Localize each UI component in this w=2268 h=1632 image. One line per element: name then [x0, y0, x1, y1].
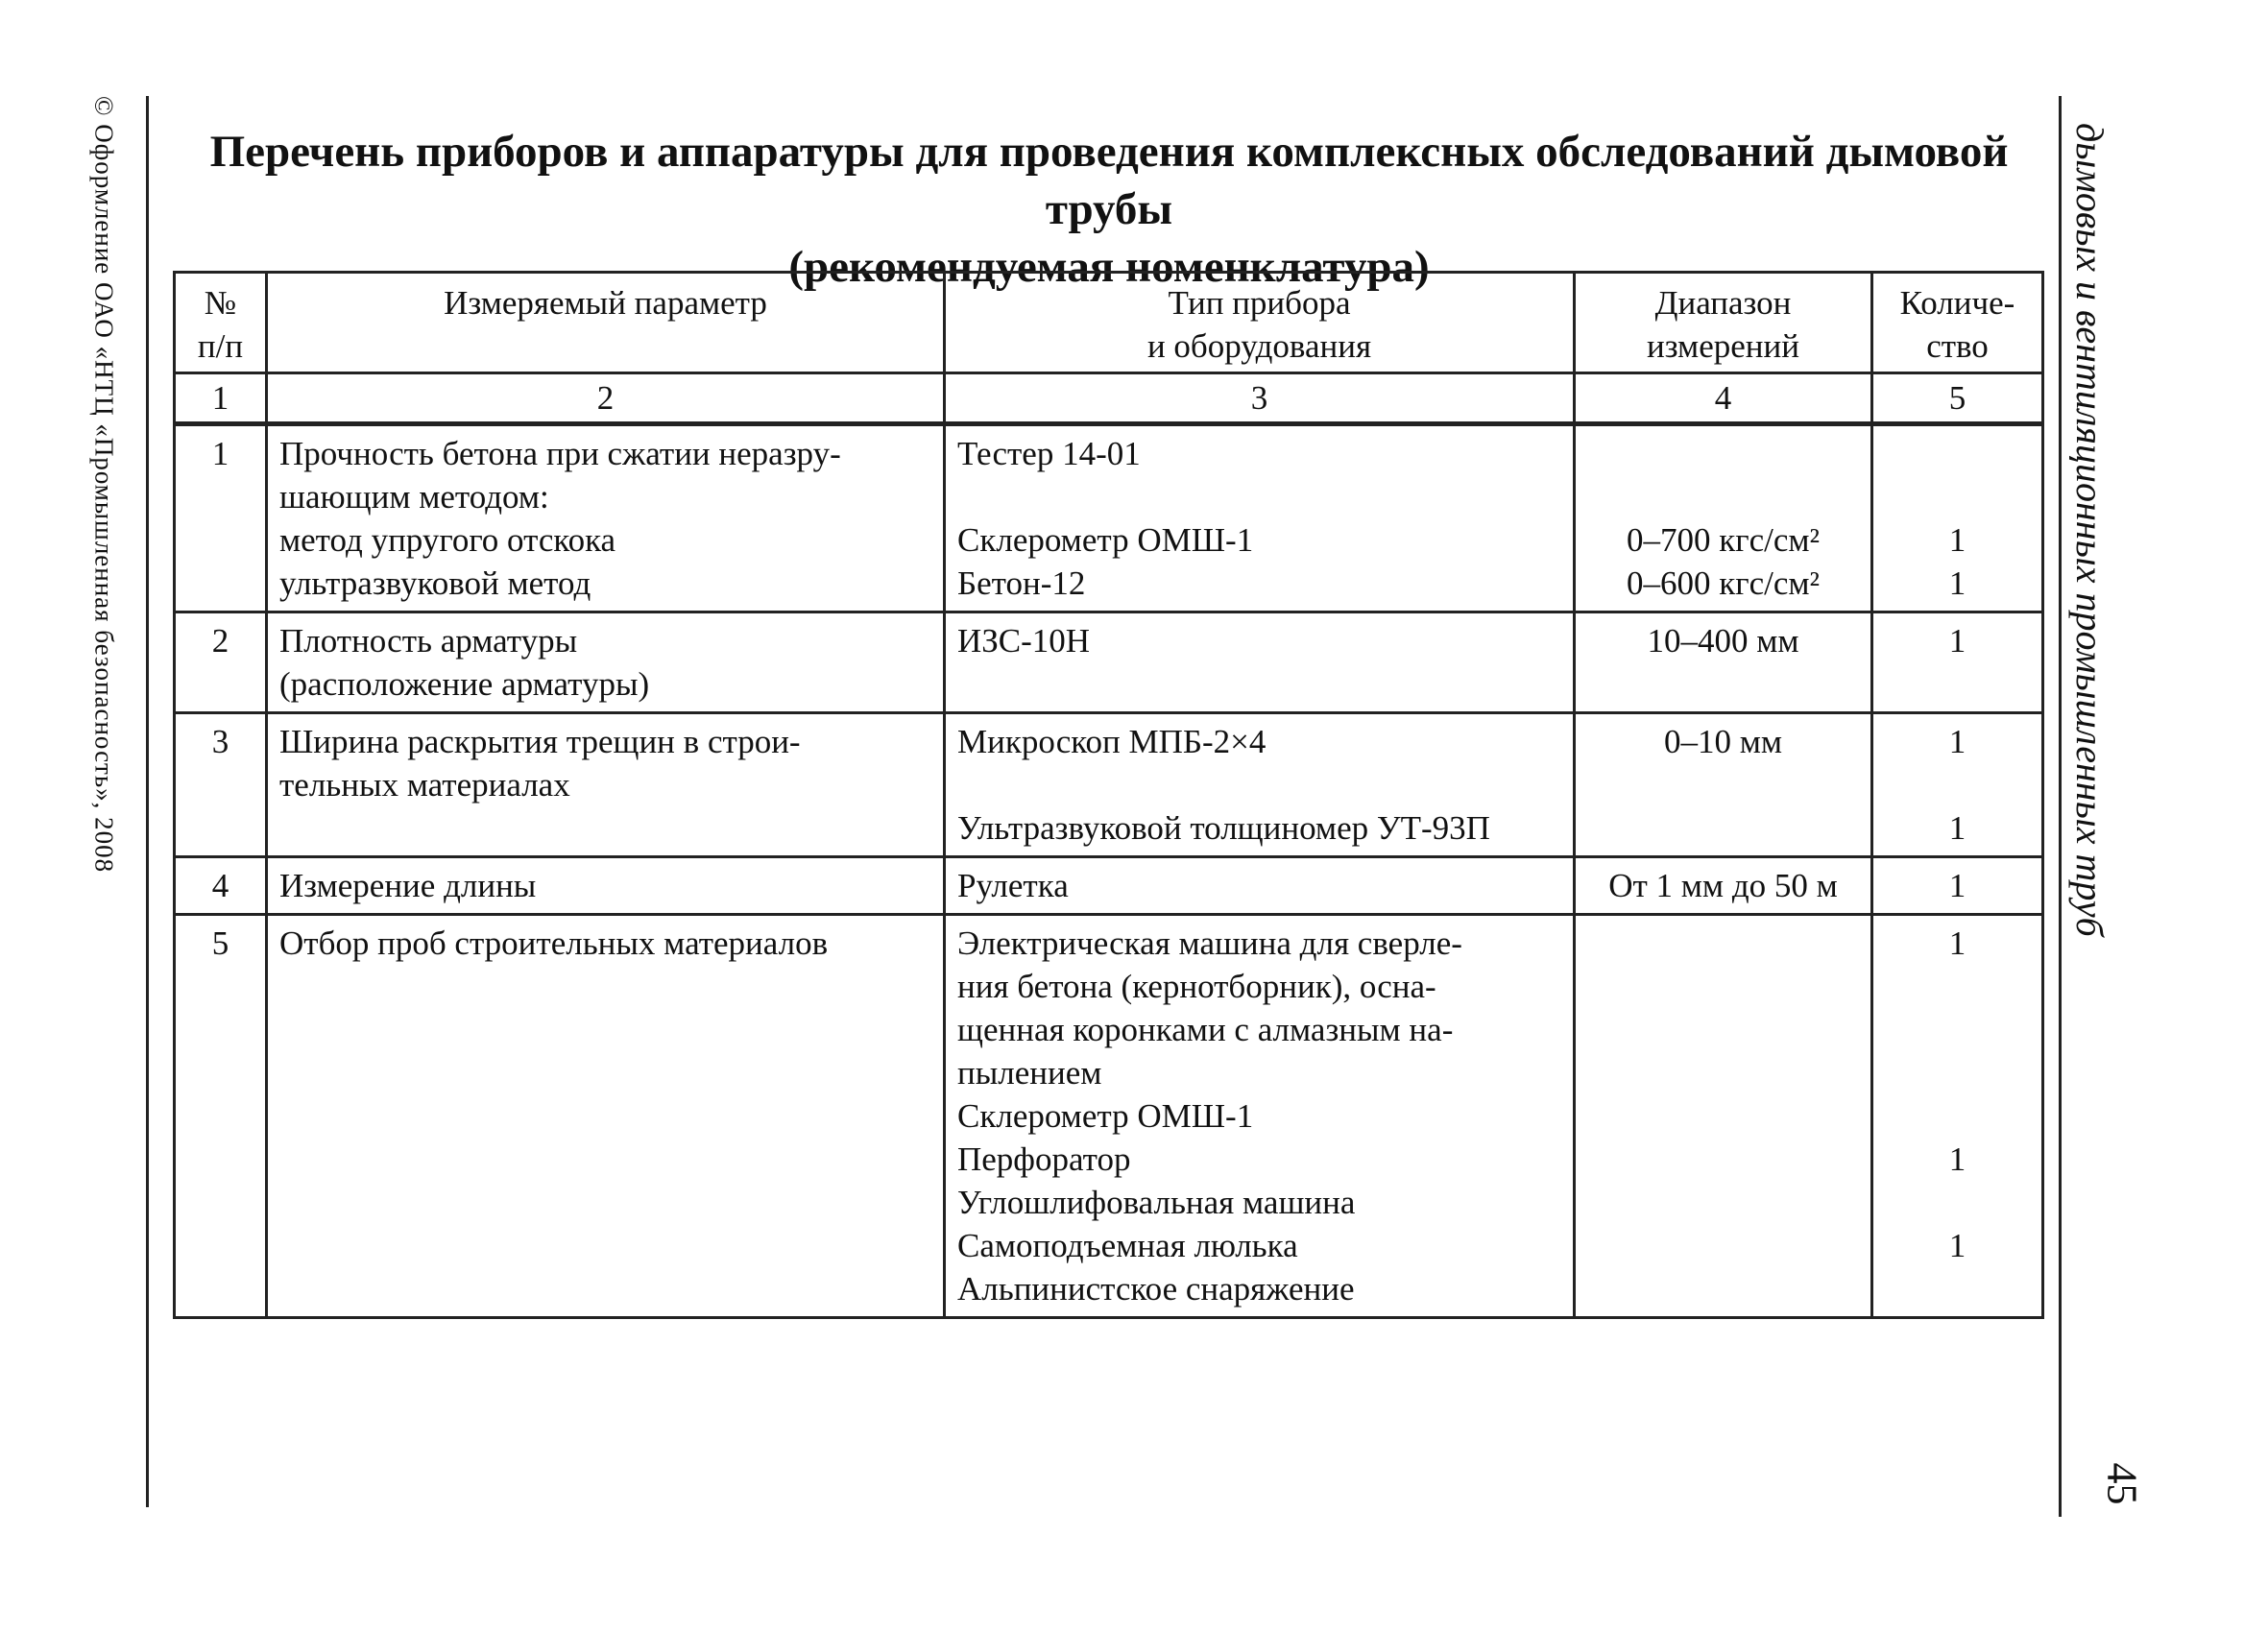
type-line: Склерометр ОМШ-1: [957, 521, 1254, 559]
range-line: 0–10 мм: [1663, 723, 1783, 760]
param-line: Прочность бетона при сжатии неразру-: [279, 435, 841, 472]
range-line: 10–400 мм: [1647, 622, 1799, 660]
title-line-2: (рекомендуемая номенклатура): [788, 242, 1430, 292]
running-header-sidebar: [2055, 96, 2122, 1536]
right-margin-rule: [2059, 96, 2062, 1517]
range-line: [1587, 1008, 1859, 1051]
table-header-row: [175, 273, 2043, 373]
copyright-text: © Оформление ОАО «НТЦ «Промышленная безопасность», 2008: [89, 96, 119, 874]
column-number-row: [175, 373, 2043, 424]
table-row: [175, 713, 2043, 857]
qty-line: [1885, 763, 2030, 806]
type-cell: [945, 915, 1575, 1318]
type-line: Альпинистское снаряжение: [957, 1270, 1355, 1308]
header-qty: Количе- ство: [1872, 273, 2043, 373]
range-line: [1587, 965, 1859, 1008]
col-number: 2: [267, 373, 945, 424]
col-number: 4: [1575, 373, 1872, 424]
qty-line: [1885, 1094, 2030, 1138]
range-cell: [1575, 713, 1872, 857]
range-cell: [1575, 424, 1872, 612]
type-line: Перфоратор: [957, 1140, 1131, 1178]
qty-line: [1885, 475, 2030, 518]
param-cell: [267, 612, 945, 713]
table-row: [175, 915, 2043, 1318]
qty-line: 1: [1948, 924, 1966, 962]
range-line: [1587, 475, 1859, 518]
table-row: [175, 612, 2043, 713]
range-line: [1587, 1181, 1859, 1224]
qty-cell: [1872, 713, 2043, 857]
range-line: [1587, 432, 1859, 475]
row-number-cell: 1: [175, 424, 267, 612]
qty-line: [1885, 1267, 2030, 1310]
param-line: тельных материалах: [279, 766, 570, 804]
page-number: 45: [2098, 1462, 2146, 1504]
table-row: [175, 424, 2043, 612]
param-line: Плотность арматуры: [279, 622, 578, 660]
type-line: [957, 763, 1561, 806]
header-param: Измеряемый параметр: [267, 273, 945, 373]
page-title: [168, 123, 2050, 296]
qty-line: [1885, 1051, 2030, 1094]
type-line: пылением: [957, 1054, 1102, 1092]
param-line: (расположение арматуры): [279, 665, 650, 703]
param-line: шающим методом:: [279, 478, 549, 516]
range-cell: [1575, 915, 1872, 1318]
type-cell: [945, 857, 1575, 915]
type-line: Склерометр ОМШ-1: [957, 1097, 1254, 1135]
param-cell: [267, 857, 945, 915]
range-line: [1587, 1138, 1859, 1181]
param-line: ультразвуковой метод: [279, 564, 591, 602]
qty-line: 1: [1948, 723, 1966, 760]
type-line: ИЗС-10Н: [957, 622, 1091, 660]
range-line: [1587, 1051, 1859, 1094]
qty-line: 1: [1948, 622, 1966, 660]
range-cell: [1575, 857, 1872, 915]
type-cell: [945, 612, 1575, 713]
range-line: 0–700 кгс/см²: [1626, 521, 1821, 559]
param-cell: [267, 424, 945, 612]
header-range: Диапазон измерений: [1575, 273, 1872, 373]
type-cell: [945, 424, 1575, 612]
qty-line: 1: [1948, 1140, 1966, 1178]
qty-line: [1885, 432, 2030, 475]
row-number-cell: 4: [175, 857, 267, 915]
param-line: Ширина раскрытия трещин в строи-: [279, 723, 801, 760]
type-line: Электрическая машина для сверле-: [957, 924, 1462, 962]
left-margin-rule: [146, 96, 149, 1507]
col-number: 1: [175, 373, 267, 424]
type-line: Рулетка: [957, 867, 1069, 904]
range-line: [1587, 1267, 1859, 1310]
range-line: [1587, 1224, 1859, 1267]
type-line: Бетон-12: [957, 564, 1086, 602]
qty-line: 1: [1948, 564, 1966, 602]
header-type: Тип прибора и оборудования: [945, 273, 1575, 373]
range-line: [1587, 922, 1859, 965]
type-line: Ультразвуковой толщиномер УТ-93П: [957, 809, 1490, 847]
type-line: Самоподъемная люлька: [957, 1227, 1298, 1264]
qty-line: [1885, 965, 2030, 1008]
qty-line: 1: [1948, 809, 1966, 847]
table-row: [175, 857, 2043, 915]
row-number-cell: 2: [175, 612, 267, 713]
range-cell: [1575, 612, 1872, 713]
range-line: [1587, 1094, 1859, 1138]
type-line: [957, 475, 1561, 518]
param-cell: [267, 915, 945, 1318]
range-line: [1587, 806, 1859, 850]
param-line: метод упругого отскока: [279, 521, 616, 559]
qty-line: [1885, 1008, 2030, 1051]
range-line: [1587, 763, 1859, 806]
type-line: Углошлифовальная машина: [957, 1184, 1356, 1221]
qty-cell: [1872, 857, 2043, 915]
qty-line: 1: [1948, 867, 1966, 904]
row-number-cell: 5: [175, 915, 267, 1318]
running-header-text: дымовых и вентиляционных промышленных труб: [2068, 123, 2111, 937]
qty-cell: [1872, 915, 2043, 1318]
type-line: ния бетона (кернотборник), осна-: [957, 968, 1436, 1005]
qty-cell: [1872, 612, 2043, 713]
qty-line: 1: [1948, 521, 1966, 559]
header-num: № п/п: [175, 273, 267, 373]
param-cell: [267, 713, 945, 857]
qty-cell: [1872, 424, 2043, 612]
type-line: Тестер 14-01: [957, 435, 1141, 472]
copyright-sidebar: [75, 96, 133, 950]
qty-line: [1885, 1181, 2030, 1224]
param-line: Измерение длины: [279, 867, 537, 904]
range-line: От 1 мм до 50 м: [1608, 867, 1838, 904]
col-number: 5: [1872, 373, 2043, 424]
col-number: 3: [945, 373, 1575, 424]
equipment-table: [173, 271, 2044, 1319]
type-line: щенная коронками с алмазным на-: [957, 1011, 1454, 1048]
qty-line: 1: [1948, 1227, 1966, 1264]
row-number-cell: 3: [175, 713, 267, 857]
type-cell: [945, 713, 1575, 857]
range-line: 0–600 кгс/см²: [1626, 564, 1821, 602]
type-line: Микроскоп МПБ-2×4: [957, 723, 1267, 760]
param-line: Отбор проб строительных материалов: [279, 924, 829, 962]
title-line-1: Перечень приборов и аппаратуры для проведения комплексных обследований дымовой трубы: [209, 127, 2009, 234]
